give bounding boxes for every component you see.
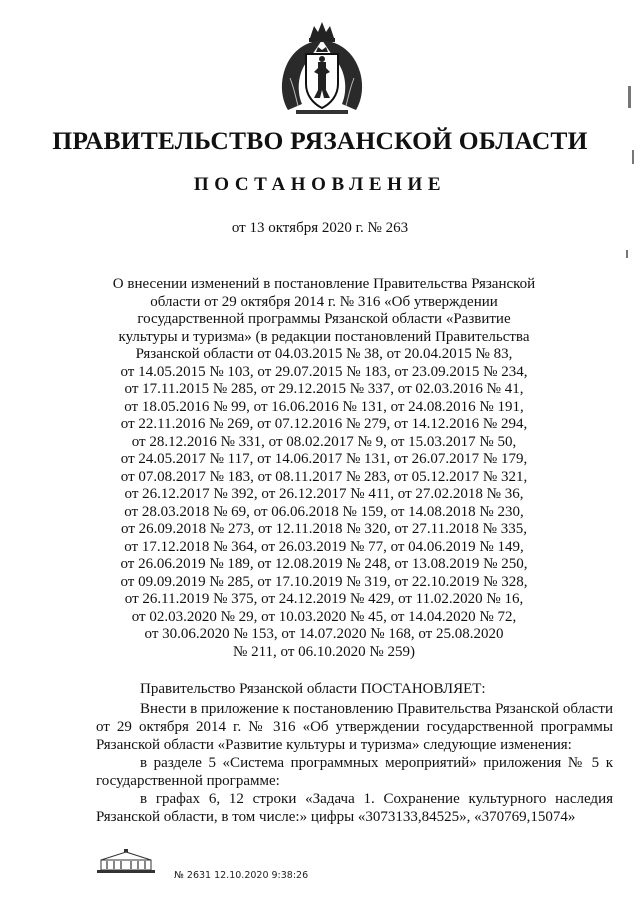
scan-artifact [632, 150, 634, 164]
resolves-statement: Правительство Рязанской области ПОСТАНОВЛЯЕТ: [140, 681, 486, 697]
subject-line: от 17.11.2015 № 285, от 29.12.2015 № 337, от 02.03.2016 № 41, [124, 381, 524, 397]
subject-line: от 02.03.2020 № 29, от 10.03.2020 № 45, от 14.04.2020 № 72, [131, 608, 517, 625]
subject-line: О внесении изменений в постановление Правительства Рязанской [112, 276, 536, 292]
document-date-number: от 13 октября 2020 г. № 263 [231, 220, 409, 236]
scan-artifact [626, 250, 628, 258]
subject-line: культуры и туризма» (в редакции постановлений Правительства [118, 328, 530, 345]
subject-line: Рязанской области от 04.03.2015 № 38, от 20.04.2015 № 83, [135, 346, 513, 362]
subject-line: от 09.09.2019 № 285, от 17.10.2019 № 319, от 22.10.2019 № 328, [120, 573, 528, 590]
subject-line: области от 29 октября 2014 г. № 316 «Об утверждении [150, 293, 498, 310]
subject-line: от 28.12.2016 № 331, от 08.02.2017 № 9, от 15.03.2017 № 50, [131, 433, 517, 450]
subject-line: от 28.03.2018 № 69, от 06.06.2018 № 159, от 14.08.2018 № 230, [124, 503, 524, 520]
subject-line: от 26.09.2018 № 273, от 12.11.2018 № 320, от 27.11.2018 № 335, [121, 521, 527, 537]
body-paragraph: Внести в приложение к постановлению Правительства Рязанской области от 29 октября 2014 г. № 316 «Об утверждении государственной программы Рязанской области «Развитие культуры и туризма» следующие изменения: [96, 701, 613, 753]
document-type: ПОСТАНОВЛЕНИЕ [193, 174, 447, 195]
subject-line: от 26.12.2017 № 392, от 26.12.2017 № 411, от 27.02.2018 № 36, [124, 486, 524, 502]
subject-line: от 18.05.2016 № 99, от 16.06.2016 № 131, от 24.08.2016 № 191, [124, 398, 524, 415]
subject-line: от 26.11.2019 № 375, от 24.12.2019 № 429, от 11.02.2020 № 16, [124, 591, 524, 607]
body-paragraph: в графах 6, 12 строки «Задача 1. Сохранение культурного наследия Рязанской области, в том числе:» цифры «3073133,84525», «370769,15074» [96, 791, 613, 825]
body-paragraph: в разделе 5 «Система программных мероприятий» приложения № 5 к государственной программе: [96, 755, 613, 789]
government-title: ПРАВИТЕЛЬСТВО РЯЗАНСКОЙ ОБЛАСТИ [52, 126, 588, 155]
subject-line: государственной программы Рязанской области «Развитие [137, 311, 511, 327]
subject-line: № 211, от 06.10.2020 № 259) [233, 643, 415, 660]
scan-artifact [628, 86, 631, 108]
coat-of-arms-icon [276, 18, 368, 118]
subject-line: от 17.12.2018 № 364, от 26.03.2019 № 77, от 04.06.2019 № 149, [124, 538, 524, 555]
registration-stamp: № 2631 12.10.2020 9:38:26 [174, 870, 309, 881]
document-body [96, 680, 613, 826]
subject-line: от 26.06.2019 № 189, от 12.08.2019 № 248, от 13.08.2019 № 250, [120, 556, 528, 572]
subject-line: от 14.05.2015 № 103, от 29.07.2015 № 183, от 23.09.2015 № 234, [120, 363, 528, 380]
document-subject [106, 276, 542, 661]
government-building-stamp-icon [95, 848, 157, 876]
subject-line: от 24.05.2017 № 117, от 14.06.2017 № 131, от 26.07.2017 № 179, [120, 451, 528, 467]
subject-line: от 30.06.2020 № 153, от 14.07.2020 № 168, от 25.08.2020 [144, 626, 504, 642]
subject-line: от 07.08.2017 № 183, от 08.11.2017 № 283, от 05.12.2017 № 321, [120, 468, 528, 485]
subject-line: от 22.11.2016 № 269, от 07.12.2016 № 279, от 14.12.2016 № 294, [120, 416, 528, 432]
